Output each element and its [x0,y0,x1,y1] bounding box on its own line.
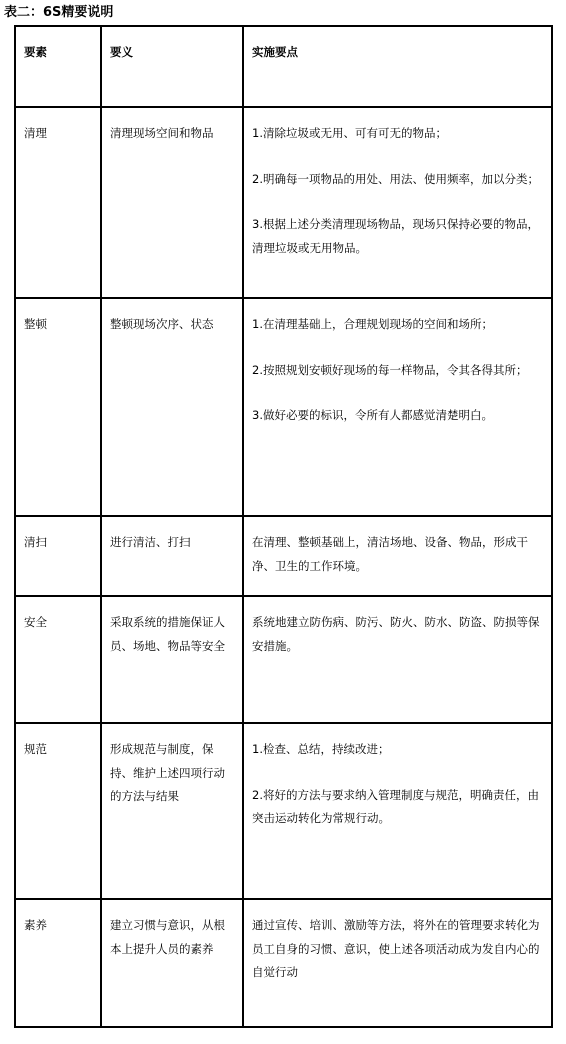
table-row [15,596,552,723]
point-item: 1.清除垃圾或无用、可有可无的物品； [252,126,447,140]
point-item: 1.在清理基础上，合理规划现场的空间和场所； [252,317,493,331]
element-cell: 整顿 [15,298,101,516]
meaning-cell: 进行清洁、打扫 [101,516,243,596]
points-cell [243,516,552,596]
element-cell: 素养 [15,899,101,1027]
point-item: 2.将好的方法与要求纳入管理制度与规范，明确责任，由突击运动转化为常规行动。 [252,787,539,825]
meaning-cell: 采取系统的措施保证人员、场地、物品等安全 [101,596,243,723]
header-element: 要素 [15,26,101,107]
table-row [15,298,552,516]
document-title: 表二：6S精要说明 [4,5,114,20]
point-item: 通过宣传、培训、激励等方法，将外在的管理要求转化为员工自身的习惯、意识，使上述各项活动成为发自内心的自觉行动 [252,918,540,979]
header-meaning: 要义 [101,26,243,107]
points-cell [243,899,552,1027]
table-row [15,516,552,596]
element-cell: 清扫 [15,516,101,596]
table-row [15,107,552,298]
point-item: 2.按照规划安顿好现场的每一样物品，令其各得其所； [252,362,528,377]
table-row [15,723,552,899]
point-item: 在清理、整顿基础上，清洁场地、设备、物品，形成干净、卫生的工作环境。 [252,535,528,573]
meaning-cell: 形成规范与制度，保持、维护上述四项行动的方法与结果 [101,723,243,899]
point-item: 3.根据上述分类清理现场物品，现场只保持必要的物品，清理垃圾或无用物品。 [252,217,539,255]
point-item: 2.明确每一项物品的用处、用法、使用频率，加以分类； [252,171,539,186]
meaning-cell: 整顿现场次序、状态 [101,298,243,516]
table-row [15,899,552,1027]
point-item: 1.检查、总结，持续改进； [252,742,390,756]
meaning-cell: 建立习惯与意识，从根本上提升人员的素养 [101,899,243,1027]
element-cell: 清理 [15,107,101,298]
header-points: 实施要点 [243,26,552,107]
six-s-table [14,25,553,1028]
element-cell: 规范 [15,723,101,899]
point-item: 3.做好必要的标识，令所有人都感觉清楚明白。 [252,408,493,422]
element-cell: 安全 [15,596,101,723]
point-item: 系统地建立防伤病、防污、防火、防水、防盗、防损等保安措施。 [252,615,540,653]
points-cell [243,298,552,516]
points-cell [243,107,552,298]
points-cell [243,596,552,723]
meaning-cell: 清理现场空间和物品 [101,107,243,298]
points-cell [243,723,552,899]
table-header-row [15,26,552,107]
